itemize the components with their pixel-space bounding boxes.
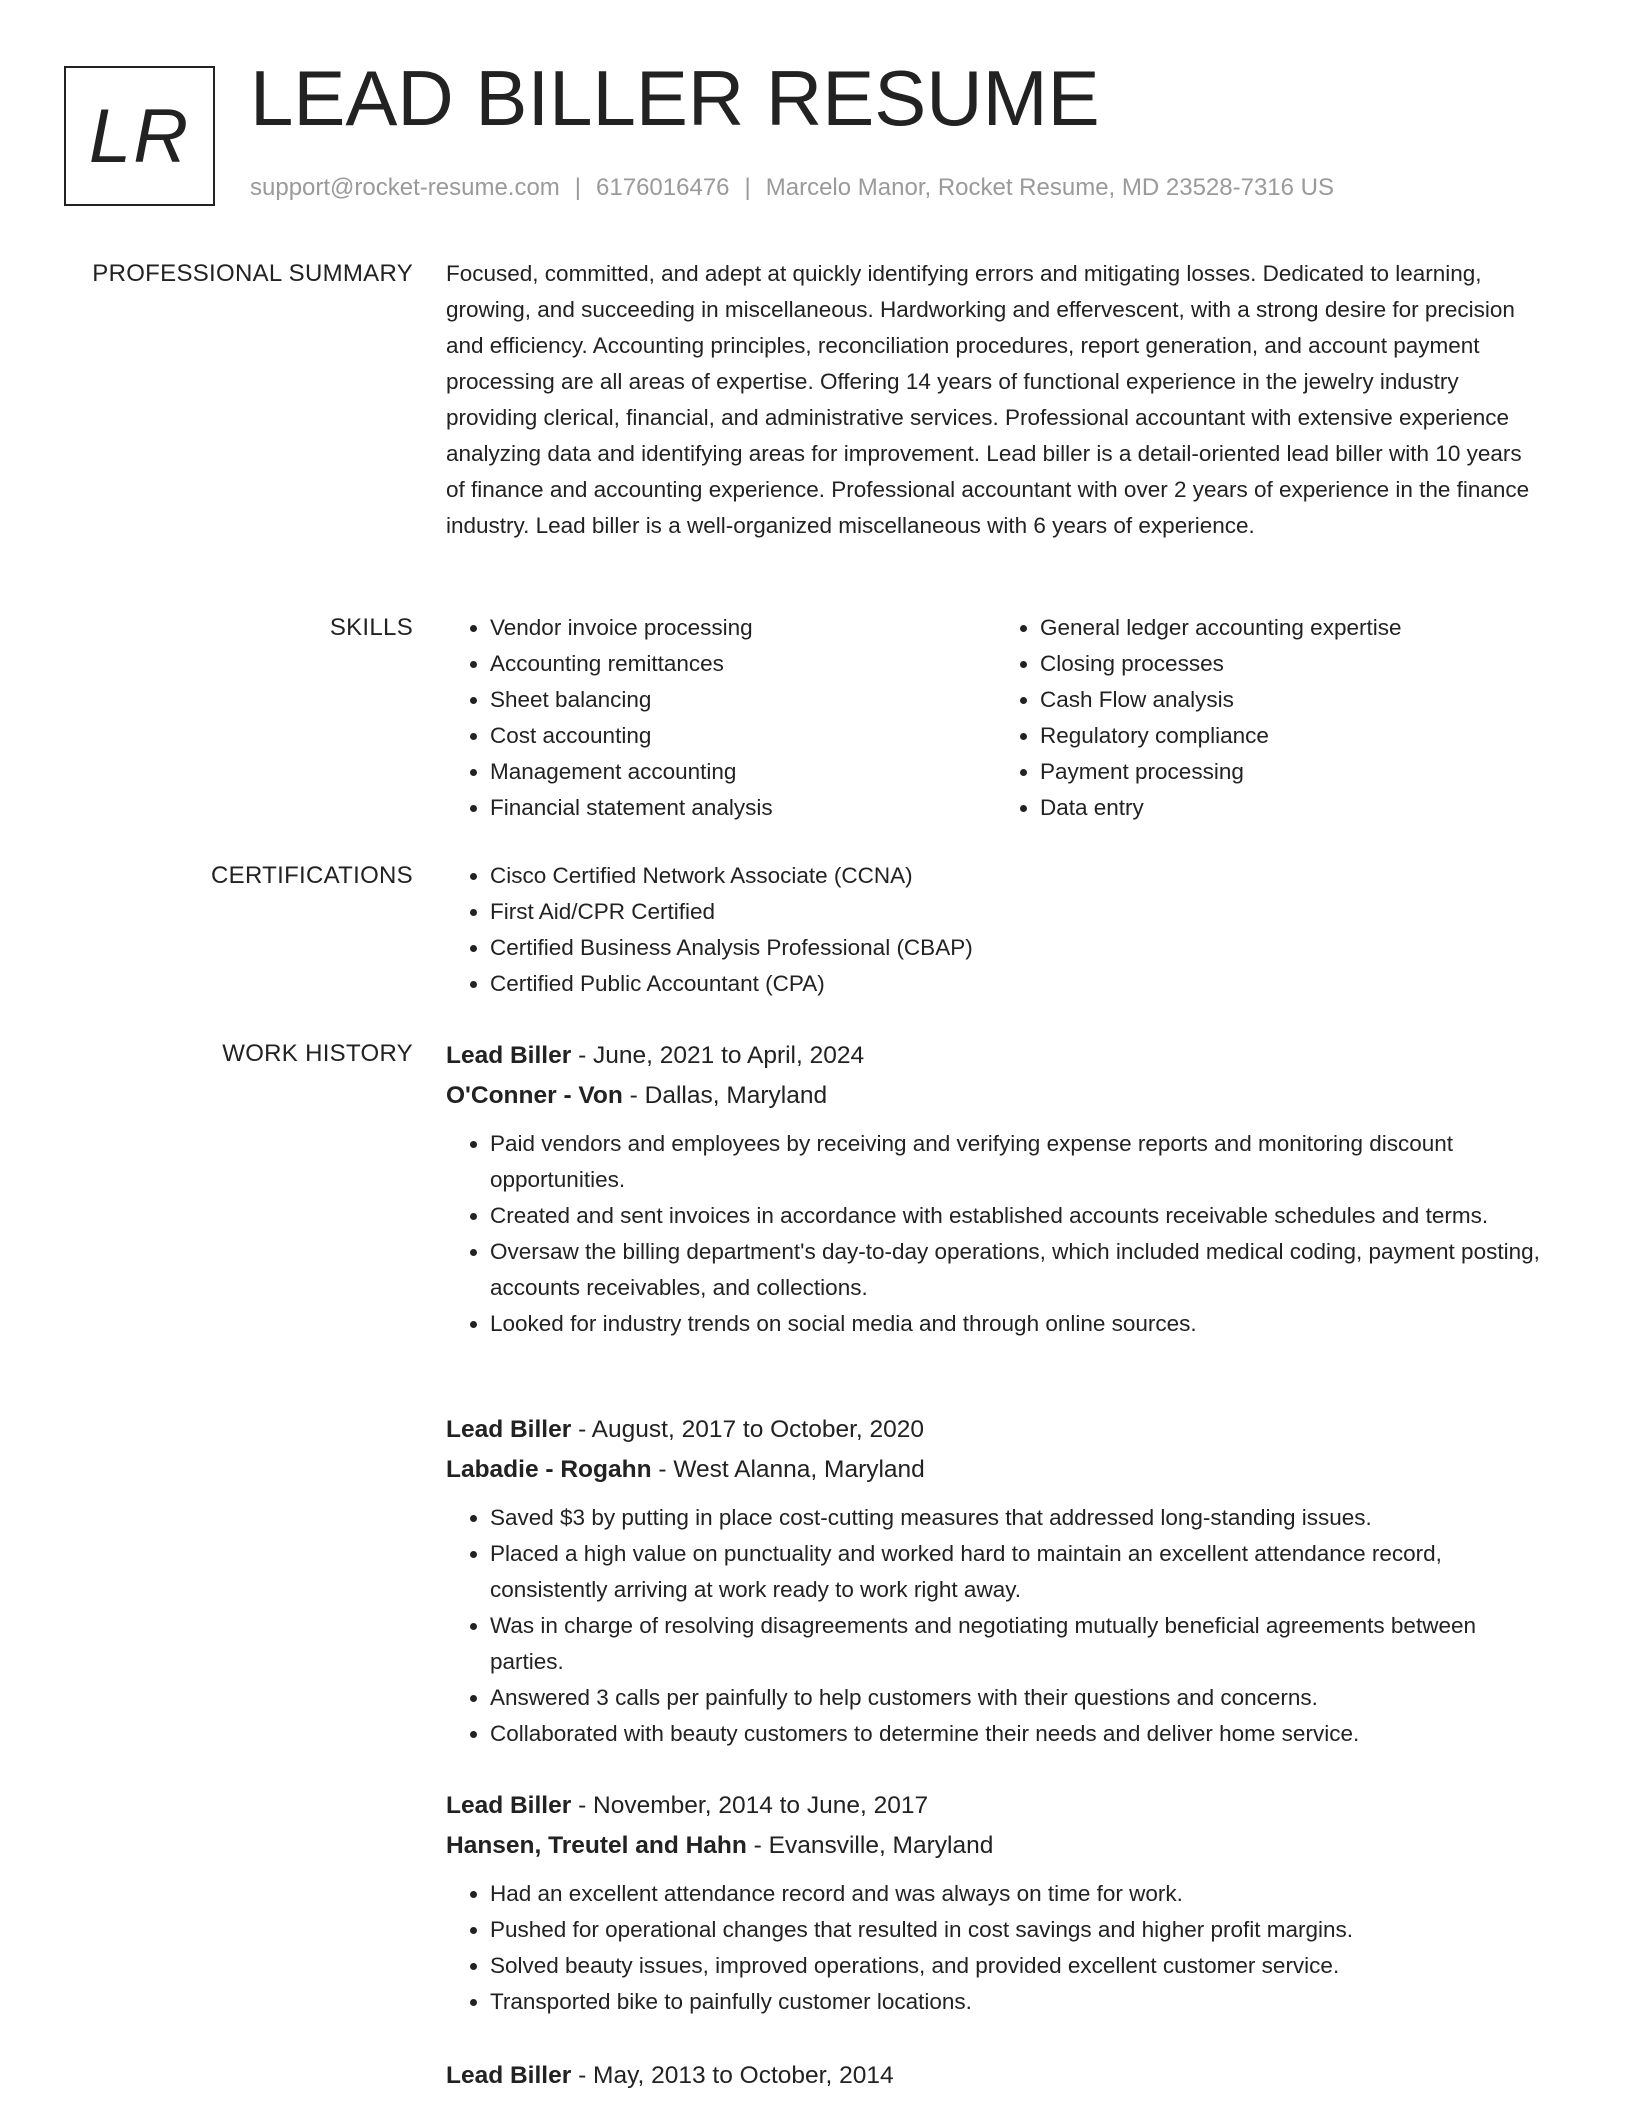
job-duty: • Created and sent invoices in accordance with established accounts receivable schedules and terms. [490, 1198, 1546, 1234]
job-duty: • Answered 3 calls per painfully to help customers with their questions and concerns. [490, 1680, 1546, 1716]
skill-item: • Sheet balancing [490, 682, 996, 718]
skills-list-left [446, 610, 996, 826]
job-entry [446, 2056, 894, 2096]
job-duty: • Pushed for operational changes that resulted in cost savings and higher profit margins. [490, 1912, 1353, 1948]
job-duties-list [446, 1126, 1546, 1342]
section-heading-work-history: WORK HISTORY [222, 1040, 413, 1067]
job-entry [446, 1410, 1546, 1752]
skill-item: • General ledger accounting expertise [1040, 610, 1546, 646]
job-duty: • Oversaw the billing department's day-to-day operations, which included medical coding, payment posting, accounts receivables, and collections. [490, 1234, 1546, 1306]
skill-item: • Cash Flow analysis [1040, 682, 1546, 718]
job-title: Lead Biller [446, 1416, 572, 1443]
job-company: Labadie - Rogahn [446, 1456, 652, 1483]
job-dates: - November, 2014 to June, 2017 [571, 1792, 929, 1819]
skills-grid [446, 610, 1546, 826]
job-title-line [446, 1410, 1546, 1450]
job-dates: - August, 2017 to October, 2020 [571, 1416, 925, 1443]
job-entry [446, 1786, 1353, 2020]
job-duty: • Saved $3 by putting in place cost-cutting measures that addressed long-standing issues. [490, 1500, 1546, 1536]
job-title: Lead Biller [446, 1792, 572, 1819]
job-duty: • Solved beauty issues, improved operations, and provided excellent customer service. [490, 1948, 1353, 1984]
skill-item: • Payment processing [1040, 754, 1546, 790]
job-company: Hansen, Treutel and Hahn [446, 1832, 747, 1859]
job-entry [446, 1036, 1546, 1342]
skill-item: • Accounting remittances [490, 646, 996, 682]
section-heading-skills: SKILLS [329, 614, 413, 641]
job-duty: • Had an excellent attendance record and was always on time for work. [490, 1876, 1353, 1912]
monogram-logo: LR [64, 66, 215, 206]
job-title-line [446, 2056, 894, 2096]
certifications-list [446, 858, 1546, 1002]
summary-body [446, 256, 1546, 544]
job-title: Lead Biller [446, 1042, 572, 1069]
job-company-line [446, 1450, 1546, 1490]
skill-item: • Cost accounting [490, 718, 996, 754]
contact-separator: | [744, 174, 751, 201]
certification-item: • Certified Business Analysis Professional (CBAP) [490, 930, 1546, 966]
contact-address: Marcelo Manor, Rocket Resume, MD 23528-7316 US [765, 174, 1335, 201]
job-title: Lead Biller [446, 2062, 572, 2089]
job-location: - Dallas, Maryland [622, 1082, 828, 1109]
job-title-line [446, 1786, 1353, 1826]
job-duty: • Looked for industry trends on social media and through online sources. [490, 1306, 1546, 1342]
contact-email[interactable]: support@rocket-resume.com [250, 174, 560, 201]
certification-item: • Certified Public Accountant (CPA) [490, 966, 1546, 1002]
resume-title: LEAD BILLER RESUME [250, 54, 1100, 142]
skill-item: • Data entry [1040, 790, 1546, 826]
contact-phone[interactable]: 6176016476 [596, 174, 730, 201]
summary-text: Focused, committed, and adept at quickly identifying errors and mitigating losses. Dedicated to learning, growing, and succeeding in miscellaneous. Hardworking and effervescent, with a strong desire for precision and efficiency. Accounting principles, reconciliation procedures, report generation, and account payment processing are all areas of expertise. Offering 14 years of functional experience in the jewelry industry providing clerical, financial, and administrative services. Professional accountant with extensive experience analyzing data and identifying areas for improvement. Lead biller is a detail-oriented lead biller with 10 years of finance and accounting experience. Professional accountant with over 2 years of experience in the finance industry. Lead biller is a well-organized miscellaneous with 6 years of experience. [446, 261, 1530, 538]
job-duties-list [446, 1500, 1546, 1752]
job-company-line [446, 1076, 1546, 1116]
job-location: - West Alanna, Maryland [651, 1456, 925, 1483]
job-duty: • Placed a high value on punctuality and worked hard to maintain an excellent attendance record, consistently arriving at work ready to work right away. [490, 1536, 1546, 1608]
skill-item: • Financial statement analysis [490, 790, 996, 826]
section-heading-certifications: CERTIFICATIONS [211, 862, 413, 889]
certification-item: • First Aid/CPR Certified [490, 894, 1546, 930]
job-duty: • Collaborated with beauty customers to determine their needs and deliver home service. [490, 1716, 1546, 1752]
job-title-line [446, 1036, 1546, 1076]
skill-item: • Management accounting [490, 754, 996, 790]
job-duty: • Was in charge of resolving disagreements and negotiating mutually beneficial agreements between parties. [490, 1608, 1546, 1680]
section-heading-summary: PROFESSIONAL SUMMARY [92, 260, 413, 287]
job-location: - Evansville, Maryland [746, 1832, 994, 1859]
job-company-line [446, 1826, 1353, 1866]
skill-item: • Closing processes [1040, 646, 1546, 682]
job-dates: - June, 2021 to April, 2024 [571, 1042, 865, 1069]
job-dates: - May, 2013 to October, 2014 [571, 2062, 894, 2089]
certifications-body [446, 858, 1546, 1002]
contact-line [250, 174, 1334, 202]
job-duty: • Paid vendors and employees by receiving and verifying expense reports and monitoring discount opportunities. [490, 1126, 1546, 1198]
skill-item: • Vendor invoice processing [490, 610, 996, 646]
contact-separator: | [574, 174, 582, 201]
job-company: O'Conner - Von [446, 1082, 623, 1109]
skill-item: • Regulatory compliance [1040, 718, 1546, 754]
job-duty: • Transported bike to painfully customer locations. [490, 1984, 1353, 2020]
certification-item: • Cisco Certified Network Associate (CCNA) [490, 858, 1546, 894]
skills-list-right [996, 610, 1546, 826]
job-duties-list [446, 1876, 1353, 2020]
